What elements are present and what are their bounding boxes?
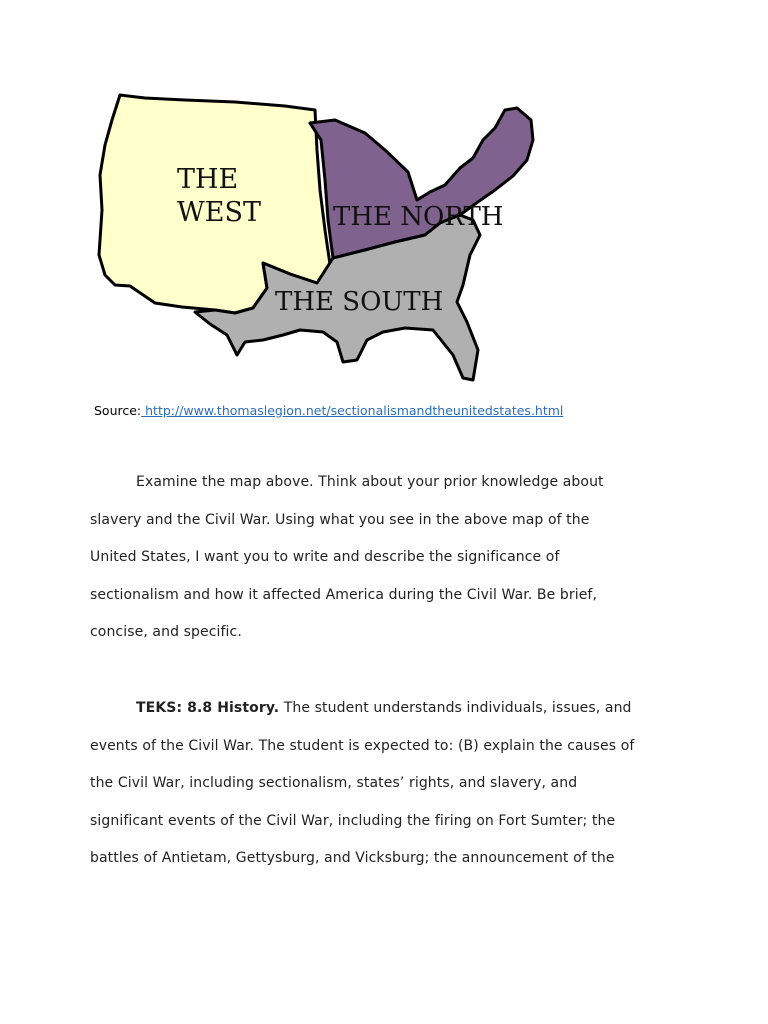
teks-label: TEKS: 8.8 History. [136, 700, 280, 716]
map-label-north: THE NORTH [333, 202, 504, 232]
teks-paragraph [90, 690, 690, 878]
paragraph-line: Examine the map above. Think about your prior knowledge about [136, 474, 604, 490]
map-label-west-line1: THE [177, 164, 239, 195]
paragraph-line [90, 690, 690, 728]
map-label-south: THE SOUTH [275, 287, 444, 317]
paragraph-line: battles of Antietam, Gettysburg, and Vicksburg; the announcement of the [90, 850, 615, 866]
source-label: Source: [94, 403, 142, 418]
paragraph-line: significant events of the Civil War, including the firing on Fort Sumter; the [90, 812, 616, 829]
sectionalism-map [85, 80, 545, 390]
paragraph-line: events of the Civil War. The student is expected to: (B) explain the causes of [90, 737, 635, 754]
paragraph-line: United States, I want you to write and describe the significance of [90, 549, 560, 565]
instructions-paragraph [90, 464, 690, 652]
source-link[interactable]: http://www.thomaslegion.net/sectionalismandtheunitedstates.html [141, 403, 564, 418]
paragraph-line: slavery and the Civil War. Using what you see in the above map of the [90, 511, 590, 528]
teks-first-line-text: The student understands individuals, issues, and [279, 700, 632, 716]
paragraph-line: concise, and specific. [90, 624, 242, 640]
paragraph-line: sectionalism and how it affected America during the Civil War. Be brief, [90, 586, 598, 603]
source-citation [94, 403, 563, 418]
map-label-west-line2: WEST [177, 197, 261, 228]
paragraph-line: the Civil War, including sectionalism, states’ rights, and slavery, and [90, 775, 578, 791]
